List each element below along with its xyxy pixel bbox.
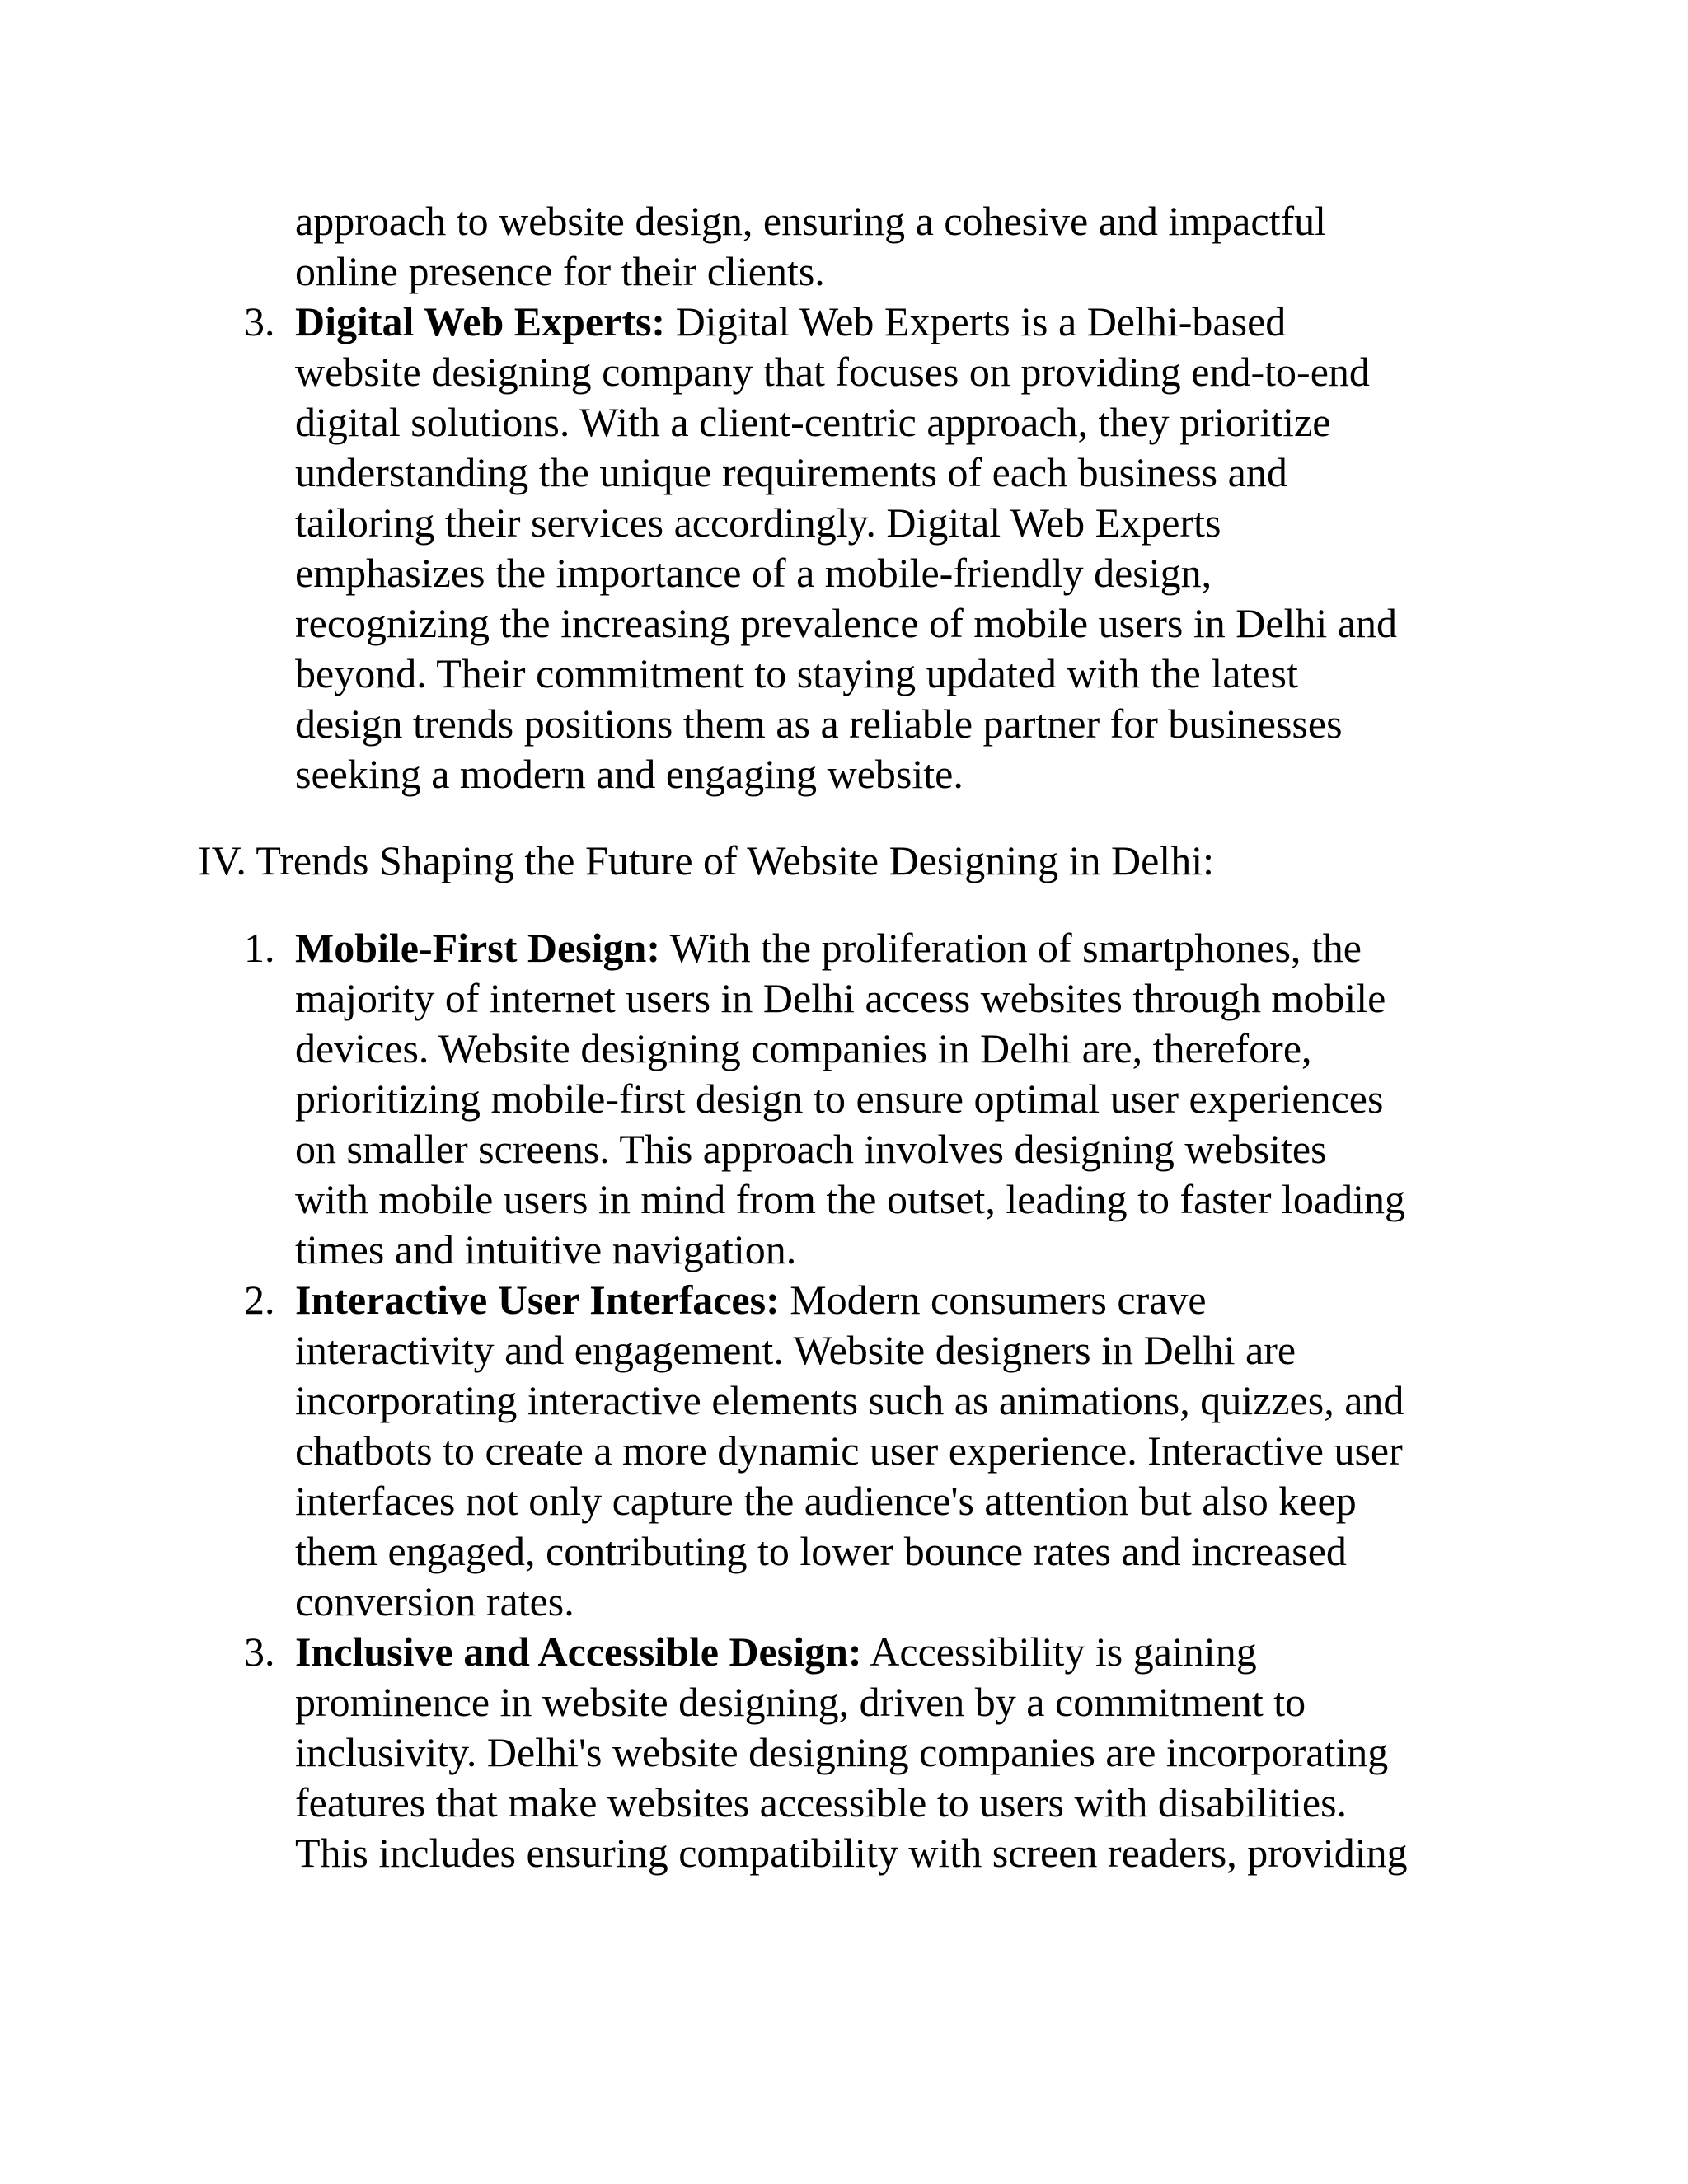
list-item-number: 2.	[244, 1277, 275, 1323]
list-item-line: incorporating interactive elements such as animations, quizzes, and	[295, 1377, 1404, 1423]
section-heading: IV. Trends Shaping the Future of Website Designing in Delhi:	[198, 837, 1214, 883]
list-item-line: them engaged, contributing to lower bounce rates and increased	[295, 1528, 1347, 1574]
list-item-line: emphasizes the importance of a mobile-friendly design,	[295, 550, 1212, 596]
list-item-line: digital solutions. With a client-centric approach, they prioritize	[295, 399, 1331, 445]
list-item-line: interactivity and engagement. Website designers in Delhi are	[295, 1327, 1296, 1373]
list-item-line: beyond. Their commitment to staying updated with the latest	[295, 650, 1298, 696]
list-item-text: Digital Web Experts is a Delhi-based	[665, 298, 1287, 344]
list-item-line: with mobile users in mind from the outset, leading to faster loading	[295, 1176, 1405, 1222]
list-item-title: Digital Web Experts:	[295, 298, 666, 344]
list-item-text: With the proliferation of smartphones, the	[659, 925, 1362, 971]
list-item-line: features that make websites accessible to users with disabilities.	[295, 1779, 1348, 1825]
list-item-line: understanding the unique requirements of each business and	[295, 449, 1287, 495]
list-item-title: Mobile-First Design:	[295, 925, 660, 971]
list-item-line: This includes ensuring compatibility with screen readers, providing	[295, 1830, 1408, 1876]
list-item-line: devices. Website designing companies in Delhi are, therefore,	[295, 1025, 1312, 1071]
list-item-line: interfaces not only capture the audience's attention but also keep	[295, 1478, 1357, 1524]
list-item-line: website designing company that focuses on providing end-to-end	[295, 349, 1370, 395]
list-item-text: Accessibility is gaining	[861, 1629, 1257, 1675]
list-item-number: 3.	[244, 1629, 275, 1675]
list-item-number: 1.	[244, 925, 275, 971]
list-item-first-line	[295, 923, 1362, 972]
list-item-line: times and intuitive navigation.	[295, 1226, 797, 1272]
list-item-line: tailoring their services accordingly. Digital Web Experts	[295, 499, 1221, 546]
list-item-title: Interactive User Interfaces:	[295, 1277, 780, 1323]
list-item-first-line	[295, 297, 1286, 346]
list-item-line: majority of internet users in Delhi access websites through mobile	[295, 975, 1386, 1021]
list-item-line: conversion rates.	[295, 1578, 574, 1624]
continuation-line: approach to website design, ensuring a cohesive and impactful	[295, 198, 1327, 244]
continuation-line: online presence for their clients.	[295, 248, 825, 294]
list-item-text: Modern consumers crave	[779, 1277, 1207, 1323]
list-item-title: Inclusive and Accessible Design:	[295, 1629, 862, 1675]
list-item-number: 3.	[244, 298, 275, 344]
list-item-line: design trends positions them as a reliable partner for businesses	[295, 701, 1343, 747]
list-item-line: seeking a modern and engaging website.	[295, 751, 964, 797]
list-item-line: prominence in website designing, driven by a commitment to	[295, 1679, 1306, 1725]
list-item-first-line	[295, 1275, 1207, 1324]
list-item-line: inclusivity. Delhi's website designing companies are incorporating	[295, 1729, 1389, 1775]
list-item-line: recognizing the increasing prevalence of mobile users in Delhi and	[295, 600, 1398, 646]
list-item-line: chatbots to create a more dynamic user experience. Interactive user	[295, 1427, 1403, 1474]
list-item-line: on smaller screens. This approach involves designing websites	[295, 1126, 1327, 1172]
list-item-line: prioritizing mobile-first design to ensure optimal user experiences	[295, 1076, 1384, 1122]
list-item-first-line	[295, 1627, 1257, 1676]
